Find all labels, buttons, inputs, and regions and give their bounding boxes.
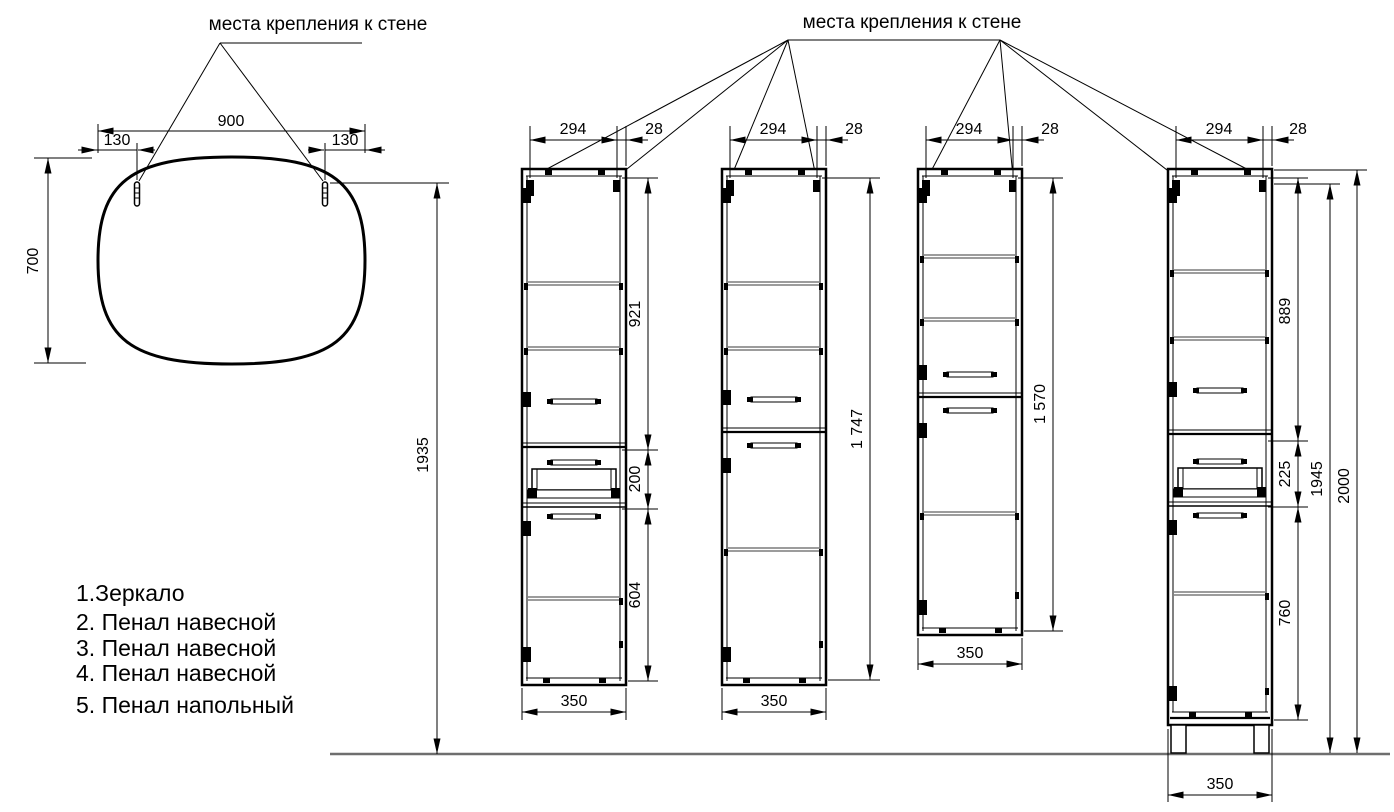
leader-mirror-mounts bbox=[139, 14, 427, 181]
drawer-handle bbox=[1193, 459, 1247, 464]
legend-item-cabinet-5: 5. Пенал напольный bbox=[76, 692, 294, 718]
dim-label-offset: 28 bbox=[845, 121, 863, 138]
dim-cab5-chain bbox=[1268, 178, 1308, 720]
dim-label-mirror-width: 900 bbox=[217, 113, 245, 130]
hinge bbox=[919, 600, 927, 615]
leader-cabinet-mounts bbox=[532, 12, 1262, 177]
hinge bbox=[1169, 382, 1177, 397]
hinge bbox=[723, 458, 731, 473]
drawer-handle bbox=[547, 460, 601, 465]
open-drawer bbox=[528, 469, 620, 498]
dim-cab3-height bbox=[822, 178, 880, 680]
door-handle bbox=[1193, 388, 1247, 393]
hinge bbox=[523, 392, 531, 407]
dim-label-span: 294 bbox=[1205, 121, 1233, 138]
cabinet-4-wall-hung bbox=[918, 121, 1063, 670]
dim-cab2-chain bbox=[622, 178, 658, 681]
dim-label-offset: 28 bbox=[1289, 121, 1307, 138]
door-handle bbox=[747, 443, 801, 448]
dim-label-mirror-offset-right: 130 bbox=[331, 132, 359, 149]
dim-label-height: 1 570 bbox=[1032, 383, 1049, 425]
mirror-mounts-label: места крепления к стене bbox=[208, 14, 428, 35]
dim-cab4-width bbox=[918, 638, 1022, 670]
hinge bbox=[919, 188, 927, 203]
door-handle bbox=[943, 408, 997, 413]
door-handle bbox=[943, 372, 997, 377]
dim-label-body-height: 1945 bbox=[1309, 461, 1326, 497]
hinge bbox=[1169, 686, 1177, 701]
dim-label-upper: 921 bbox=[627, 300, 644, 328]
legend-item-mirror: 1.Зеркало bbox=[76, 580, 185, 606]
legend-item-cabinet-3: 3. Пенал навесной bbox=[76, 635, 277, 661]
dim-label-width: 350 bbox=[1206, 776, 1234, 793]
door-handle bbox=[1193, 513, 1247, 518]
dim-label-width: 350 bbox=[760, 693, 788, 710]
cabinet-legs bbox=[1171, 725, 1269, 753]
dim-cab4-height bbox=[1018, 178, 1063, 631]
mount-bracket bbox=[613, 180, 620, 192]
hinge bbox=[523, 647, 531, 662]
dim-label-lower: 760 bbox=[1277, 599, 1294, 627]
hinge bbox=[1169, 520, 1177, 535]
open-drawer bbox=[1174, 468, 1266, 497]
hinge bbox=[523, 188, 531, 203]
mount-bracket bbox=[1009, 180, 1016, 192]
dim-label-mirror-height: 700 bbox=[25, 247, 42, 275]
hinge bbox=[723, 188, 731, 203]
door-handle bbox=[747, 397, 801, 402]
hinge bbox=[723, 647, 731, 662]
dim-cab2-width bbox=[522, 688, 626, 720]
door-handle bbox=[547, 399, 601, 404]
dim-cab3-width bbox=[722, 688, 826, 720]
dim-label-offset: 28 bbox=[645, 121, 663, 138]
mount-bracket bbox=[813, 180, 820, 192]
dim-label-width: 350 bbox=[956, 645, 984, 662]
cabinet-5-floor bbox=[1168, 121, 1367, 802]
dim-label-span: 294 bbox=[759, 121, 787, 138]
dim-label-total-height: 2000 bbox=[1336, 468, 1353, 504]
dim-label-mirror-offset-left: 130 bbox=[103, 132, 131, 149]
dim-label-middle: 225 bbox=[1277, 460, 1294, 488]
mirror-mount-slot-left bbox=[134, 182, 140, 206]
legend-item-cabinet-2: 2. Пенал навесной bbox=[76, 609, 277, 635]
legend bbox=[76, 580, 294, 718]
dim-mirror-height bbox=[25, 158, 92, 363]
hinge bbox=[523, 521, 531, 536]
dim-label-height: 1 747 bbox=[849, 408, 866, 450]
dim-label-offset: 28 bbox=[1041, 121, 1059, 138]
dim-label-upper: 889 bbox=[1277, 297, 1294, 325]
hinge bbox=[919, 423, 927, 438]
dim-label-span: 294 bbox=[955, 121, 983, 138]
legend-item-cabinet-4: 4. Пенал навесной bbox=[76, 660, 277, 686]
dim-label-mount-height: 1935 bbox=[415, 437, 432, 473]
hinge bbox=[1169, 188, 1177, 203]
door-handle bbox=[547, 514, 601, 519]
mirror-mount-slot-right bbox=[322, 182, 328, 206]
cabinet-mounts-label: места крепления к стене bbox=[802, 12, 1022, 33]
hinge bbox=[723, 390, 731, 405]
hinge bbox=[919, 365, 927, 380]
dim-label-middle: 200 bbox=[627, 465, 644, 493]
cabinet-2-wall-hung bbox=[522, 121, 663, 720]
dim-label-span: 294 bbox=[559, 121, 587, 138]
cabinet-3-wall-hung bbox=[722, 121, 880, 720]
mount-bracket bbox=[1259, 180, 1266, 192]
dim-label-lower: 604 bbox=[627, 581, 644, 609]
dim-label-width: 350 bbox=[560, 693, 588, 710]
